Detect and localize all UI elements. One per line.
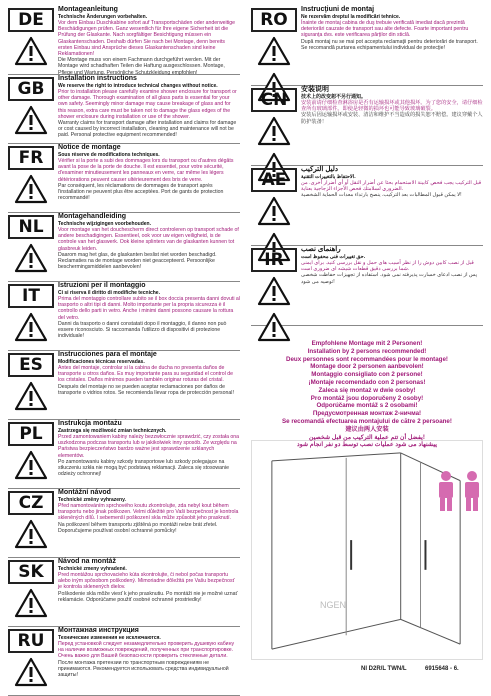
section-text [301, 166, 483, 243]
section-text [301, 6, 483, 83]
section-title: Montageanleitung [58, 6, 118, 13]
model-number: NI D2R/L TWN/L [361, 666, 407, 672]
language-section-pl [8, 420, 240, 489]
section-title: Монтажная инструкция [58, 627, 139, 634]
section-subtitle: Технические изменения не исключаются. [58, 635, 161, 641]
notice-line: Предусмотренная монтаж 2-ничма! [312, 410, 422, 418]
warning-icon [14, 105, 48, 135]
notice-line: Montaggio consigliato con 2 persone! [311, 371, 423, 379]
notice-line: Se recomandă efectuarea montajului de către 2 persoane! [282, 417, 452, 425]
warning-text: Voor montage van het douchescherm direct controleren op transport schade of andere beschadigingen. Essentieel, ook voor uw eigen veiligheid, is de controle van het glaswerk. Ook kleine splinters van de glaskanten kunnen tot glasbreuk leiden. [58, 227, 239, 252]
section-subtitle: Modificaciones técnicas reservadas. [58, 359, 145, 365]
section-title: Installation instructions [58, 75, 137, 82]
language-section-cn [251, 86, 483, 166]
warning-text: Prima del montaggio controllare subito se il box doccia presenta danni dovuti al trasporto o altri tipi di danni. Molto importante per la propria sicurezza è il controllo dello parti in vetro. Anche i minimi danni possono causare la rottura del vetro. [58, 296, 240, 321]
warning-text: 安装前请仔细检查淋浴房是否有运输损坏或其他损坏。为了您的安全，请仔细检查所有玻璃部件。即使是轻微的损坏也可能导致玻璃破裂。 [301, 100, 483, 113]
warning-text: Pred montážou sprchovacieho kúta skontrolujte, či nebol počas transportu alebo iným spôsobom poškodený. Mimoriadne dôležitá pre Vašu bezpečnosť je kontrola sklenených dielov. [58, 572, 235, 591]
section-text [58, 144, 240, 210]
notice-line: 建议由两人安装 [345, 425, 389, 433]
section-title: دليل التركيب [301, 166, 338, 173]
language-code: AE [251, 168, 297, 192]
right-column [251, 6, 483, 326]
notice-line: Empfohlene Montage mit 2 Personen! [311, 340, 423, 347]
section-text [58, 213, 240, 279]
warning-icon [257, 36, 291, 66]
warning-icon [257, 276, 291, 306]
warning-icon [257, 196, 291, 226]
language-section-sk [8, 558, 240, 627]
warning-text: Przed zamontowaniem kabiny należy bezzwłocznie sprawdzić, czy została ona uszkodzona podczas transportu lub w jakikolwiek inny sposób. Ze względu na Państwa bezpieczeństwo bardzo ważne jest sprawdzenie szklanych elementów. [58, 434, 240, 459]
section-subtitle: Technické zmeny vyhradené. [58, 566, 127, 572]
notice-line: Installation by 2 persons recommended! [307, 347, 427, 355]
section-text [58, 489, 240, 555]
notice-line: Deux personnes sont recommandées pour le montage! [286, 355, 448, 363]
notice-line: Odporúčame montáž s 2 osobami! [316, 402, 418, 410]
section-subtitle: Sous réserve de modifications techniques. [58, 152, 160, 158]
language-section-it [8, 282, 240, 351]
language-section-ru [8, 627, 240, 696]
section-body: Die Montage muss von einem Fachmann durchgeführt werden. Mit der Montage wird schadhaften Teilen die Haftung ausgeschlossen. Montage, Pflege und Wartung. Persönliche Schutzkleidung empfohlen! [58, 57, 225, 76]
notice-line: يفضل أن تتم عملية التركيب من قبل شخصين! [309, 433, 425, 441]
section-title: Instrucciones para el montaje [58, 351, 157, 358]
language-section-es [8, 351, 240, 420]
section-body: Par conséquent, les réclamations de dommages de transport après l'installation ne peuvent plus être acceptées. Port de gants de protection recommandé! [58, 182, 224, 202]
section-title: Montážní návod [58, 489, 111, 496]
language-code: IT [8, 284, 54, 308]
notice-line: Pro montáž jsou doporučeny 2 osoby! [310, 394, 424, 402]
section-text [58, 75, 240, 141]
language-code: NL [8, 215, 54, 239]
section-subtitle: Technische wijzigingen voorbehouden. [58, 221, 151, 227]
section-subtitle: Technické změny vyhrazeny. [58, 497, 126, 503]
section-body: پس از نصب ادعای خسارت پذیرفته نمی شود. استفاده از تجهیزات حفاظت شخصی توصیه می شود! [301, 272, 478, 285]
section-subtitle: We reserve the right to introduce technical changes without notice. [58, 83, 218, 89]
two-person-notice [251, 340, 483, 449]
language-section-de [8, 6, 240, 75]
warning-icon [14, 519, 48, 549]
warning-text: Înainte de montaj cabina de duş trebuie verificată imediat dacă prezintă deteriorări cauzate de transport sau alte defecte. Foarte important pentru siguranţa dvs. este verificarea părţilor din sticlă. [301, 20, 469, 39]
notice-line: Montage door 2 personen aanbevolen! [310, 363, 424, 371]
section-text [301, 246, 483, 323]
section-body: Danni da trasporto o danni constatati dopo il montaggio, il danno non può essere riconosciuto. Si raccomanda l'utilizzo di dispositivi di protezione individuale! [58, 320, 227, 340]
warning-icon [14, 312, 48, 342]
section-text [58, 420, 240, 486]
section-title: راهنمای نصب [301, 246, 341, 253]
section-body: После монтажа претензии по транспортным повреждениям не принимаются. Рекомендуется использовать средства индивидуальной защиты! [58, 659, 229, 679]
warning-text: Před namontováním sprchového koutu zkontrolujte, zda nebyl kout během transportu nebo jinak poškozen. Velmi důležité pro Vaši bezpečnost je kontrola skleněných dílů. I sebemenší poškození skla může způsobit jeho prasknutí. [58, 503, 239, 522]
two-persons-icon [432, 470, 486, 512]
language-section-nl [8, 213, 240, 282]
warning-icon [14, 381, 48, 411]
language-section-gb [8, 75, 240, 144]
section-body: Poškodenie skla môže viesť k jeho prasknutiu. Po montáži nie je možné uznať reklamácie. Odporúčame použiť osobné ochranné prostriedky! [58, 590, 238, 603]
section-subtitle: الاحتفاظ بالتغييرات التقنية. [301, 174, 356, 180]
language-section-ir [251, 246, 483, 326]
notice-line: پیشنهاد می شود عملیات نصب توسط دو نفر انجام شود [297, 441, 437, 449]
section-text [58, 558, 240, 624]
language-code: ES [8, 353, 54, 377]
warning-icon [14, 450, 48, 480]
section-body: Daarom mag het glas, de glaskanten beslist niet worden beschadigd. Reclamaties na de montage worden niet geaccepteerd. Persoonlijke beschermingsmiddelen aanbevolen! [58, 251, 217, 271]
language-code: GB [8, 77, 54, 101]
section-body: După montaj nu se mai pot accepta reclamaţii pentru deteriorări de transport. Se recomandă purtarea echipamentului individual de protecţie! [301, 38, 478, 51]
section-title: Návod na montáž [58, 558, 116, 565]
section-subtitle: Zastrzega się możliwość zmian technicznych. [58, 428, 167, 434]
language-code: CN [251, 88, 297, 112]
section-subtitle: حق تغییرات فنی محفوظ است. [301, 254, 366, 260]
section-subtitle: Ne rezervăm dreptul la modificări tehnice. [301, 14, 401, 20]
warning-text: قبل التركيب يجب فحص كابينة الاستحمام بحثا عن أضرار النقل أو أي أضرار أخرى. من الضروري لسلامتك فحص الأجزاء الزجاجية بعناية. [301, 180, 482, 193]
notice-line: ¡Montaje recomendado con 2 personas! [308, 378, 426, 386]
language-code: PL [8, 422, 54, 446]
warning-text: Prior to installation please carefully examine shower enclosure for transport or other damage. Thorough examination of all glass parts is essential for your own safety. Seemingly minor damage may cause breakage of glass and for this reason, extra care must be taken not to damage the glass edges of the shower enclosure during installation or use of the shower. [58, 89, 237, 120]
section-title: Notice de montage [58, 144, 121, 151]
document-code: 6915648 - 6. [425, 666, 459, 672]
section-text [58, 351, 240, 417]
warning-icon [14, 174, 48, 204]
warning-text: Vérifier si la porte a subi des dommages lors du transport ou d'autres dégâts avant la pose de la porte de douche. Il est essentiel, pour votre sécurité, d'examiner minutieusement les panneaux en verre, car même les légers détériorations peuvent causer ultérieurement des bris de verre. [58, 158, 234, 183]
section-body: 安装后因运输损坏或安装、清洁和维护不当造成的损失恕不赔偿。建议穿戴个人防护装备！ [301, 112, 483, 125]
notice-line: Zaleca się montaż w dwie osoby! [318, 386, 416, 394]
section-subtitle: Ci si riserva il diritto di modifiche tecniche. [58, 290, 160, 296]
section-text [58, 627, 240, 693]
warning-text: قبل از نصب کابین دوش را از نظر آسیب های حمل و نقل بررسی کنید. برای ایمنی شما بررسی دقیق قطعات شیشه ای ضروری است. [301, 260, 474, 273]
section-body: Na poškození během transportu zjištěná po montáži nelze brát zřetel. Doporučujeme používat osobní ochranné pomůcky! [58, 521, 218, 534]
warning-icon [14, 243, 48, 273]
section-title: Instrukcja montażu [58, 420, 122, 427]
section-body: Po zamontowaniu kabiny szkody transportowe lub szkody polegające na stłuczeniu szkła nie mogą być podstawą reklamacji. Zaleca się stosowanie odzieży ochronnej! [58, 458, 229, 478]
language-code: FR [8, 146, 54, 170]
section-text [301, 86, 483, 163]
section-body: Después del montaje no se pueden aceptar reclamaciones por daños de transporte o vidrios rotos. Se recomienda llevar ropa de protección personal! [58, 383, 234, 396]
warning-icon [257, 312, 291, 342]
language-code: DE [8, 8, 54, 32]
language-section-cz [8, 489, 240, 558]
brand-watermark: NGEN [320, 600, 347, 610]
section-title: Istruzioni per il montaggio [58, 282, 146, 289]
section-subtitle: 技术上的改变恕不另行通知。 [301, 94, 367, 100]
language-section-fr [8, 144, 240, 213]
section-subtitle: Technische Änderungen vorbehalten. [58, 14, 148, 20]
warning-icon [14, 657, 48, 687]
warning-text: Antes del montaje, controlar si la cabina de ducha no presenta daños de transporte u otros daños. Es muy importante para su seguridad el control de los cristales. Daños mínimos pueden también originar roturas del cristal. [58, 365, 234, 384]
warning-text: Перед установкой следует незамедлительно проверить душевую кабину на наличие возможных повреждений, полученных при транспортировке. Очень важно для Вашей безопасности проверить стеклянные детали. [58, 641, 235, 660]
warning-text: Vor dem Einbau Duschkabine sofort auf Transportschäden oder anderweitige Beschädigungen prüfen. Ganz wesentlich für Ihre eigene Sicherheit ist die Prüfung der Glaskante. Nach sorgfältiger Besichtigung müssen ein Glaskantenschaden. Deshalb dürfen Sie nach bei Montage, denn bereits ersten Einbau sind Ansprüche dieses Glaskantenschaden sind keine Reklamationen! [58, 20, 236, 58]
section-body: Warranty claims for transport damage after installation and claims for damage or cost caused by incorrect installation, cleaning and maintenance will not be paid. Personal protective equipment recommended! [58, 120, 237, 139]
language-code: CZ [8, 491, 54, 515]
warning-icon [14, 588, 48, 618]
language-code: RO [251, 8, 297, 32]
section-text [58, 282, 240, 348]
warning-icon [14, 36, 48, 66]
section-body: لا يمكن قبول المطالبات بعد التركيب. ينصح بارتداء معدات الحماية الشخصية! [301, 192, 462, 199]
section-text [58, 6, 240, 76]
language-section-ro [251, 6, 483, 86]
language-code: RU [8, 629, 54, 653]
left-column [8, 6, 240, 696]
language-section-ae [251, 166, 483, 246]
section-title: 安装说明 [301, 86, 329, 93]
language-code: SK [8, 560, 54, 584]
language-code: IR [251, 248, 297, 272]
section-title: Instrucţiuni de montaj [301, 6, 375, 13]
warning-icon [257, 116, 291, 146]
section-title: Montagehandleiding [58, 213, 127, 220]
